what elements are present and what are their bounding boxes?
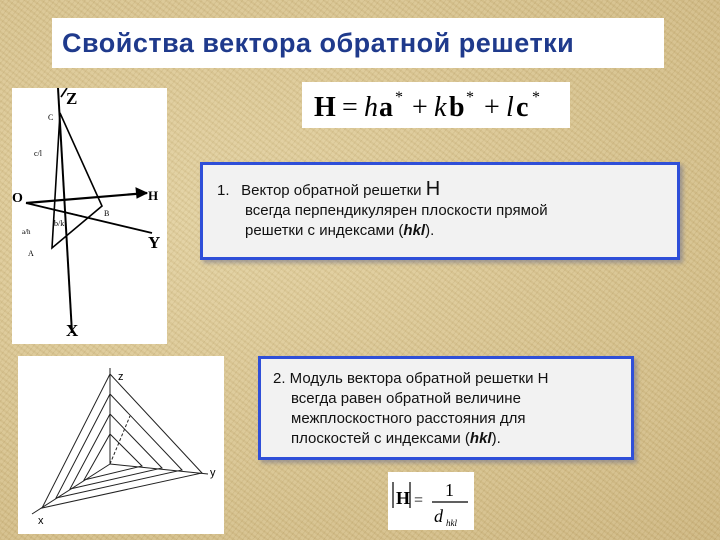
property-2-text-4-end: ). [491,430,501,447]
property-1-hkl: hkl [403,222,426,239]
point-a-label: A [28,249,34,258]
formula-k: k [434,92,447,123]
formula-star-b: * [466,89,474,106]
property-1-number: 1. [217,182,230,199]
plane-1 [42,374,202,508]
property-2-line-4 [273,429,621,449]
modulus-d: d [434,506,443,526]
h-vector-line [26,193,147,203]
c-over-l-label: c/l [34,149,42,158]
point-b-label: B [104,209,110,218]
property-1-vector-H: H [425,178,441,200]
property-2-hkl: hkl [469,430,492,447]
property-1-text-3-end: ). [425,222,435,239]
property-2-text-2: всегда равен обратной величине [291,390,521,407]
property-2-callout [258,356,634,460]
x-axis-label: X [66,321,79,340]
reciprocal-lattice-diagram [12,88,167,344]
reciprocal-vector-formula [302,82,570,128]
normal-line [110,416,130,464]
formula-star-c: * [532,89,540,106]
modulus-H: H [396,488,411,508]
y-axis-label: y [210,467,216,479]
formula-l: l [506,92,514,123]
property-2-text-3: межплоскостного расстояния для [291,410,526,427]
plane-2 [56,394,182,498]
title-banner [52,18,664,68]
b-over-k-label: b/k [54,219,65,228]
property-2-text-1: 2. Модуль вектора обратной решетки H [273,370,549,387]
x-axis-label: x [38,515,44,527]
modulus-formula [388,472,474,530]
origin-label: O [12,191,23,206]
property-2-text-4-start: плоскостей с индексами ( [291,430,470,447]
formula-H: H [314,92,336,123]
formula-a: a [379,92,393,123]
formula-eq: = [342,92,358,123]
formula-plus-2: + [484,92,500,123]
point-c-label: C [48,113,54,122]
formula-b: b [449,92,465,123]
lattice-planes-diagram [18,356,224,534]
z-axis-label: Z [66,89,78,108]
formula-plus-1: + [412,92,428,123]
formula-h: h [364,92,378,123]
property-1-text-2: всегда перпендикулярен плоскости прямой [245,202,548,219]
y-axis-label: Y [148,233,161,252]
property-1-text-1: Вектор обратной решетки [241,182,422,199]
modulus-subscript: hkl [446,518,457,528]
y-axis-line [26,203,152,233]
property-1-text-3-start: решетки с индексами ( [245,222,404,239]
property-1-line-3 [217,221,667,241]
page-title: Свойства вектора обратной решетки [62,27,575,58]
modulus-one: 1 [445,480,454,500]
a-over-h-label: a/h [22,228,31,236]
h-axis-label: H [148,188,159,203]
z-axis-label: z [118,371,124,383]
formula-c: c [516,92,529,123]
property-1-callout [200,162,680,260]
h-vector-arrowhead [136,188,147,198]
formula-star-a: * [395,89,403,106]
modulus-eq: = [414,492,424,509]
property-1-line-1 [217,179,667,201]
